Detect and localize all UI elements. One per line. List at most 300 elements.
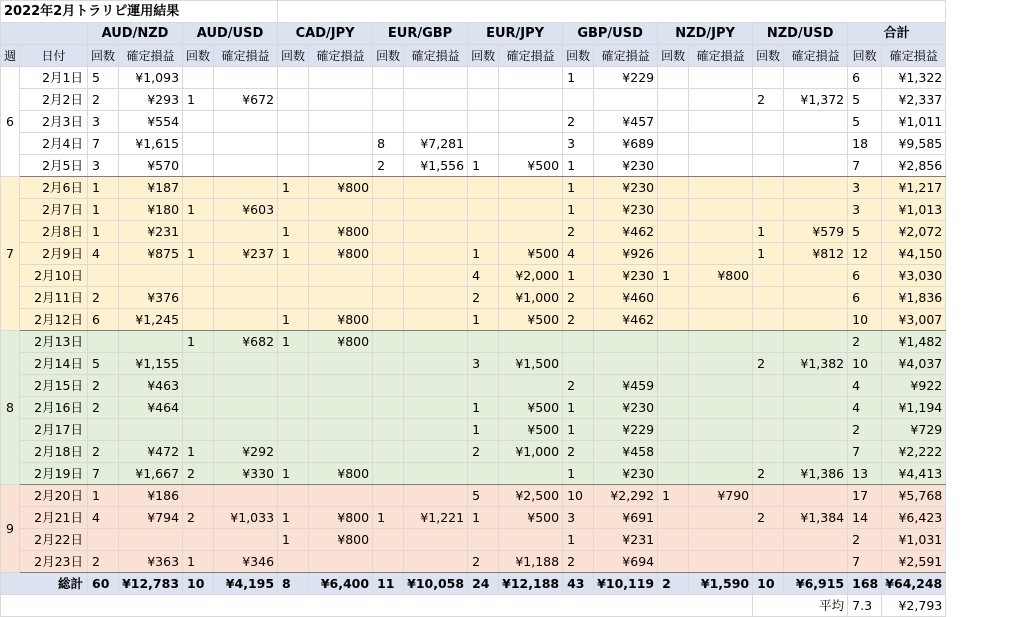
pl-cell[interactable]: ¥1,615 (119, 133, 183, 155)
count-cell[interactable]: 1 (563, 199, 594, 221)
count-cell[interactable]: 1 (753, 243, 784, 265)
count-cell[interactable] (183, 375, 214, 397)
grand-pl-cell[interactable]: ¥12,783 (119, 573, 183, 595)
count-cell[interactable] (658, 155, 689, 177)
count-cell[interactable]: 1 (373, 507, 404, 529)
week-number[interactable]: 8 (1, 331, 20, 485)
pl-cell[interactable] (499, 199, 563, 221)
pl-cell[interactable]: ¥230 (594, 155, 658, 177)
pl-cell[interactable]: ¥800 (689, 265, 753, 287)
week-number[interactable]: 7 (1, 177, 20, 331)
total-pl-cell[interactable]: ¥1,836 (882, 287, 946, 309)
date-cell[interactable]: 2月9日 (20, 243, 88, 265)
pl-cell[interactable] (309, 397, 373, 419)
count-cell[interactable] (753, 397, 784, 419)
pl-cell[interactable] (404, 441, 468, 463)
pl-cell[interactable]: ¥500 (499, 155, 563, 177)
total-pl-cell[interactable]: ¥729 (882, 419, 946, 441)
count-cell[interactable] (468, 67, 499, 89)
pl-cell[interactable] (404, 111, 468, 133)
count-cell[interactable] (658, 551, 689, 573)
pl-cell[interactable]: ¥1,155 (119, 353, 183, 375)
total-count-cell[interactable]: 3 (848, 177, 882, 199)
pl-cell[interactable]: ¥682 (214, 331, 278, 353)
count-cell[interactable] (373, 199, 404, 221)
count-cell[interactable] (658, 375, 689, 397)
count-cell[interactable] (183, 485, 214, 507)
pl-cell[interactable]: ¥1,556 (404, 155, 468, 177)
count-cell[interactable] (753, 551, 784, 573)
week-number[interactable]: 6 (1, 67, 20, 177)
pl-cell[interactable] (499, 177, 563, 199)
pl-cell[interactable] (499, 221, 563, 243)
count-cell[interactable]: 7 (88, 133, 119, 155)
pl-cell[interactable] (404, 177, 468, 199)
count-cell[interactable]: 1 (183, 199, 214, 221)
pl-cell[interactable] (309, 67, 373, 89)
total-count-cell[interactable]: 4 (848, 375, 882, 397)
pl-cell[interactable] (689, 309, 753, 331)
count-cell[interactable] (183, 155, 214, 177)
pair-header[interactable]: NZD/JPY (658, 23, 753, 45)
pl-cell[interactable] (404, 199, 468, 221)
pl-cell[interactable]: ¥1,500 (499, 353, 563, 375)
count-cell[interactable]: 2 (183, 507, 214, 529)
pl-cell[interactable]: ¥554 (119, 111, 183, 133)
pl-cell[interactable]: ¥229 (594, 67, 658, 89)
pl-cell[interactable]: ¥800 (309, 331, 373, 353)
count-cell[interactable]: 1 (278, 243, 309, 265)
count-cell[interactable] (373, 485, 404, 507)
date-cell[interactable]: 2月23日 (20, 551, 88, 573)
count-cell[interactable]: 8 (373, 133, 404, 155)
pl-cell[interactable] (689, 199, 753, 221)
pl-cell[interactable] (499, 111, 563, 133)
pl-cell[interactable]: ¥7,281 (404, 133, 468, 155)
count-cell[interactable]: 6 (88, 309, 119, 331)
count-header[interactable]: 回数 (373, 45, 404, 67)
pl-cell[interactable] (784, 177, 848, 199)
count-cell[interactable] (563, 353, 594, 375)
count-cell[interactable] (753, 177, 784, 199)
count-cell[interactable] (373, 397, 404, 419)
pl-cell[interactable]: ¥500 (499, 243, 563, 265)
pl-cell[interactable] (119, 529, 183, 551)
count-cell[interactable]: 3 (468, 353, 499, 375)
count-cell[interactable] (183, 419, 214, 441)
pl-cell[interactable]: ¥800 (309, 221, 373, 243)
pl-cell[interactable] (404, 397, 468, 419)
count-cell[interactable] (183, 309, 214, 331)
count-cell[interactable] (658, 397, 689, 419)
grand-pl-cell[interactable]: ¥10,058 (404, 573, 468, 595)
count-cell[interactable] (753, 265, 784, 287)
pl-cell[interactable] (499, 463, 563, 485)
grand-pl-cell[interactable]: ¥6,400 (309, 573, 373, 595)
count-cell[interactable] (278, 111, 309, 133)
count-cell[interactable] (753, 67, 784, 89)
count-cell[interactable]: 10 (563, 485, 594, 507)
pl-cell[interactable] (214, 155, 278, 177)
count-cell[interactable]: 1 (278, 507, 309, 529)
count-cell[interactable] (373, 331, 404, 353)
total-pl-cell[interactable]: ¥1,013 (882, 199, 946, 221)
pair-header[interactable]: EUR/JPY (468, 23, 563, 45)
pl-cell[interactable]: ¥462 (594, 221, 658, 243)
count-cell[interactable] (373, 287, 404, 309)
grand-pl-cell[interactable]: ¥4,195 (214, 573, 278, 595)
pl-cell[interactable] (689, 419, 753, 441)
pl-cell[interactable] (689, 353, 753, 375)
total-pl-cell[interactable]: ¥1,031 (882, 529, 946, 551)
pair-header[interactable]: AUD/USD (183, 23, 278, 45)
count-cell[interactable]: 1 (183, 331, 214, 353)
pl-cell[interactable]: ¥292 (214, 441, 278, 463)
pl-cell[interactable] (784, 111, 848, 133)
grand-count-cell[interactable]: 43 (563, 573, 594, 595)
count-cell[interactable] (753, 155, 784, 177)
count-cell[interactable]: 2 (88, 287, 119, 309)
grand-pl-cell[interactable]: ¥12,188 (499, 573, 563, 595)
count-cell[interactable] (373, 419, 404, 441)
count-cell[interactable]: 1 (468, 419, 499, 441)
count-cell[interactable] (373, 529, 404, 551)
pl-cell[interactable] (214, 485, 278, 507)
grand-count-cell[interactable]: 8 (278, 573, 309, 595)
pl-cell[interactable]: ¥1,384 (784, 507, 848, 529)
average-label[interactable]: 平均 (753, 595, 848, 617)
count-cell[interactable] (183, 133, 214, 155)
pl-header[interactable]: 確定損益 (119, 45, 183, 67)
count-cell[interactable]: 7 (88, 463, 119, 485)
count-cell[interactable] (658, 419, 689, 441)
date-cell[interactable]: 2月7日 (20, 199, 88, 221)
header-blank[interactable] (1, 23, 88, 45)
date-cell[interactable]: 2月1日 (20, 67, 88, 89)
count-cell[interactable]: 1 (278, 463, 309, 485)
pl-cell[interactable]: ¥330 (214, 463, 278, 485)
pl-cell[interactable] (784, 419, 848, 441)
pl-cell[interactable]: ¥800 (309, 463, 373, 485)
count-cell[interactable] (468, 529, 499, 551)
count-cell[interactable] (753, 111, 784, 133)
count-cell[interactable]: 2 (88, 551, 119, 573)
pl-cell[interactable] (214, 111, 278, 133)
pl-cell[interactable] (784, 485, 848, 507)
blank-cell[interactable] (1, 595, 753, 617)
pl-cell[interactable] (594, 331, 658, 353)
count-header[interactable]: 回数 (468, 45, 499, 67)
grand-total-count[interactable]: 168 (848, 573, 882, 595)
pl-cell[interactable]: ¥2,000 (499, 265, 563, 287)
pl-cell[interactable] (404, 309, 468, 331)
pl-cell[interactable] (214, 419, 278, 441)
count-cell[interactable] (373, 89, 404, 111)
pl-cell[interactable] (784, 529, 848, 551)
count-cell[interactable] (183, 177, 214, 199)
count-cell[interactable] (753, 133, 784, 155)
pl-cell[interactable] (404, 331, 468, 353)
pl-cell[interactable]: ¥790 (689, 485, 753, 507)
grand-count-cell[interactable]: 60 (88, 573, 119, 595)
count-cell[interactable]: 2 (563, 551, 594, 573)
pl-cell[interactable] (309, 441, 373, 463)
pl-cell[interactable] (784, 441, 848, 463)
count-cell[interactable]: 2 (88, 89, 119, 111)
date-cell[interactable]: 2月4日 (20, 133, 88, 155)
pl-cell[interactable] (309, 111, 373, 133)
count-cell[interactable]: 2 (753, 89, 784, 111)
count-cell[interactable] (183, 265, 214, 287)
pl-cell[interactable] (784, 551, 848, 573)
count-cell[interactable]: 2 (753, 507, 784, 529)
total-count-cell[interactable]: 10 (848, 309, 882, 331)
pl-header[interactable]: 確定損益 (214, 45, 278, 67)
count-cell[interactable] (658, 529, 689, 551)
count-cell[interactable] (278, 265, 309, 287)
total-count-cell[interactable]: 7 (848, 155, 882, 177)
count-cell[interactable]: 1 (183, 243, 214, 265)
grand-total-label[interactable]: 総計 (1, 573, 88, 595)
count-cell[interactable]: 1 (468, 507, 499, 529)
count-cell[interactable]: 2 (468, 287, 499, 309)
count-header[interactable]: 回数 (278, 45, 309, 67)
pl-cell[interactable] (689, 177, 753, 199)
count-cell[interactable] (658, 221, 689, 243)
total-count-cell[interactable]: 5 (848, 221, 882, 243)
pl-cell[interactable] (784, 133, 848, 155)
pl-cell[interactable] (214, 309, 278, 331)
pl-cell[interactable]: ¥180 (119, 199, 183, 221)
count-cell[interactable]: 1 (468, 243, 499, 265)
count-cell[interactable]: 4 (88, 507, 119, 529)
week-header[interactable]: 週 (1, 45, 20, 67)
pl-cell[interactable] (784, 397, 848, 419)
count-cell[interactable]: 1 (563, 397, 594, 419)
count-cell[interactable] (373, 441, 404, 463)
pl-cell[interactable] (594, 89, 658, 111)
total-count-cell[interactable]: 6 (848, 287, 882, 309)
count-cell[interactable] (658, 133, 689, 155)
pl-cell[interactable] (499, 133, 563, 155)
count-cell[interactable] (278, 89, 309, 111)
pl-cell[interactable]: ¥346 (214, 551, 278, 573)
pl-cell[interactable] (784, 287, 848, 309)
pl-cell[interactable]: ¥363 (119, 551, 183, 573)
count-cell[interactable] (88, 265, 119, 287)
count-header[interactable]: 回数 (88, 45, 119, 67)
count-cell[interactable] (278, 353, 309, 375)
date-cell[interactable]: 2月18日 (20, 441, 88, 463)
count-cell[interactable] (278, 419, 309, 441)
pl-cell[interactable] (309, 133, 373, 155)
pl-cell[interactable] (499, 375, 563, 397)
total-pl-cell[interactable]: ¥1,011 (882, 111, 946, 133)
count-cell[interactable]: 1 (88, 485, 119, 507)
total-pl-cell[interactable]: ¥3,007 (882, 309, 946, 331)
pair-header[interactable]: CAD/JPY (278, 23, 373, 45)
date-header[interactable]: 日付 (20, 45, 88, 67)
pl-cell[interactable] (214, 397, 278, 419)
count-cell[interactable] (658, 507, 689, 529)
pl-cell[interactable]: ¥875 (119, 243, 183, 265)
pl-cell[interactable] (404, 265, 468, 287)
pl-cell[interactable]: ¥1,221 (404, 507, 468, 529)
count-cell[interactable] (563, 331, 594, 353)
pl-cell[interactable]: ¥457 (594, 111, 658, 133)
date-cell[interactable]: 2月19日 (20, 463, 88, 485)
pl-cell[interactable] (404, 89, 468, 111)
pair-header[interactable]: AUD/NZD (88, 23, 183, 45)
pl-cell[interactable]: ¥794 (119, 507, 183, 529)
count-cell[interactable] (658, 67, 689, 89)
date-cell[interactable]: 2月12日 (20, 309, 88, 331)
count-cell[interactable] (183, 287, 214, 309)
date-cell[interactable]: 2月11日 (20, 287, 88, 309)
count-cell[interactable]: 2 (563, 111, 594, 133)
grand-pl-cell[interactable]: ¥10,119 (594, 573, 658, 595)
pair-header[interactable]: EUR/GBP (373, 23, 468, 45)
count-cell[interactable] (278, 397, 309, 419)
count-cell[interactable]: 2 (563, 309, 594, 331)
count-header[interactable]: 回数 (563, 45, 594, 67)
count-cell[interactable]: 1 (563, 265, 594, 287)
count-cell[interactable] (183, 111, 214, 133)
pl-cell[interactable] (689, 463, 753, 485)
count-cell[interactable]: 1 (278, 331, 309, 353)
pl-cell[interactable]: ¥463 (119, 375, 183, 397)
total-pl-cell[interactable]: ¥4,037 (882, 353, 946, 375)
total-pl-cell[interactable]: ¥1,217 (882, 177, 946, 199)
pl-cell[interactable] (404, 221, 468, 243)
count-cell[interactable] (658, 243, 689, 265)
count-cell[interactable] (658, 331, 689, 353)
total-pl-cell[interactable]: ¥4,413 (882, 463, 946, 485)
pl-cell[interactable]: ¥2,292 (594, 485, 658, 507)
count-cell[interactable] (373, 221, 404, 243)
pl-cell[interactable] (214, 67, 278, 89)
count-cell[interactable]: 2 (468, 441, 499, 463)
pl-cell[interactable]: ¥694 (594, 551, 658, 573)
pl-cell[interactable] (404, 463, 468, 485)
pl-cell[interactable] (309, 551, 373, 573)
count-cell[interactable] (278, 155, 309, 177)
count-cell[interactable] (278, 485, 309, 507)
count-cell[interactable]: 1 (468, 309, 499, 331)
pl-cell[interactable]: ¥812 (784, 243, 848, 265)
total-count-cell[interactable]: 14 (848, 507, 882, 529)
pl-cell[interactable] (689, 133, 753, 155)
count-cell[interactable] (278, 199, 309, 221)
count-cell[interactable] (658, 353, 689, 375)
pl-cell[interactable]: ¥376 (119, 287, 183, 309)
total-pl-cell[interactable]: ¥2,337 (882, 89, 946, 111)
count-header[interactable]: 回数 (753, 45, 784, 67)
date-cell[interactable]: 2月21日 (20, 507, 88, 529)
total-count-cell[interactable]: 6 (848, 265, 882, 287)
date-cell[interactable]: 2月5日 (20, 155, 88, 177)
pl-cell[interactable] (689, 287, 753, 309)
pl-cell[interactable]: ¥230 (594, 397, 658, 419)
pl-cell[interactable]: ¥293 (119, 89, 183, 111)
pl-cell[interactable] (119, 419, 183, 441)
pl-cell[interactable]: ¥689 (594, 133, 658, 155)
pl-cell[interactable] (214, 529, 278, 551)
count-cell[interactable] (278, 287, 309, 309)
pl-cell[interactable] (309, 265, 373, 287)
grand-count-cell[interactable]: 11 (373, 573, 404, 595)
total-pl-cell[interactable]: ¥2,072 (882, 221, 946, 243)
count-cell[interactable]: 1 (88, 177, 119, 199)
date-cell[interactable]: 2月13日 (20, 331, 88, 353)
count-cell[interactable] (753, 331, 784, 353)
pl-cell[interactable] (784, 199, 848, 221)
count-cell[interactable]: 2 (753, 463, 784, 485)
count-cell[interactable] (468, 463, 499, 485)
pl-cell[interactable] (119, 265, 183, 287)
count-cell[interactable] (373, 375, 404, 397)
count-cell[interactable]: 3 (88, 155, 119, 177)
count-cell[interactable] (658, 89, 689, 111)
count-cell[interactable] (658, 463, 689, 485)
count-cell[interactable]: 1 (88, 199, 119, 221)
pl-cell[interactable] (309, 199, 373, 221)
pl-cell[interactable]: ¥500 (499, 419, 563, 441)
count-cell[interactable]: 1 (278, 309, 309, 331)
count-cell[interactable]: 2 (468, 551, 499, 573)
count-cell[interactable] (373, 463, 404, 485)
pl-cell[interactable]: ¥462 (594, 309, 658, 331)
count-cell[interactable] (278, 375, 309, 397)
total-pl-cell[interactable]: ¥922 (882, 375, 946, 397)
pl-cell[interactable]: ¥1,000 (499, 441, 563, 463)
count-cell[interactable] (753, 375, 784, 397)
pl-cell[interactable] (499, 529, 563, 551)
count-cell[interactable]: 1 (563, 529, 594, 551)
date-cell[interactable]: 2月22日 (20, 529, 88, 551)
pl-cell[interactable] (689, 221, 753, 243)
count-cell[interactable]: 1 (563, 155, 594, 177)
pl-cell[interactable] (404, 529, 468, 551)
date-cell[interactable]: 2月3日 (20, 111, 88, 133)
count-cell[interactable] (88, 529, 119, 551)
grand-count-cell[interactable]: 10 (753, 573, 784, 595)
pl-cell[interactable]: ¥926 (594, 243, 658, 265)
pl-cell[interactable] (119, 331, 183, 353)
grand-count-cell[interactable]: 2 (658, 573, 689, 595)
total-count-cell[interactable]: 4 (848, 397, 882, 419)
pl-cell[interactable] (689, 331, 753, 353)
total-count-cell[interactable]: 3 (848, 199, 882, 221)
pl-cell[interactable]: ¥231 (119, 221, 183, 243)
count-cell[interactable] (278, 133, 309, 155)
pl-cell[interactable] (784, 375, 848, 397)
count-cell[interactable] (373, 551, 404, 573)
pl-cell[interactable]: ¥464 (119, 397, 183, 419)
pl-cell[interactable]: ¥230 (594, 177, 658, 199)
total-pl-cell[interactable]: ¥4,150 (882, 243, 946, 265)
pl-cell[interactable] (689, 243, 753, 265)
count-cell[interactable] (373, 243, 404, 265)
count-cell[interactable]: 2 (373, 155, 404, 177)
pl-cell[interactable]: ¥237 (214, 243, 278, 265)
count-cell[interactable]: 1 (658, 265, 689, 287)
average-count[interactable]: 7.3 (848, 595, 882, 617)
count-cell[interactable]: 1 (183, 89, 214, 111)
pl-cell[interactable] (499, 67, 563, 89)
pl-cell[interactable] (594, 353, 658, 375)
count-cell[interactable] (658, 287, 689, 309)
